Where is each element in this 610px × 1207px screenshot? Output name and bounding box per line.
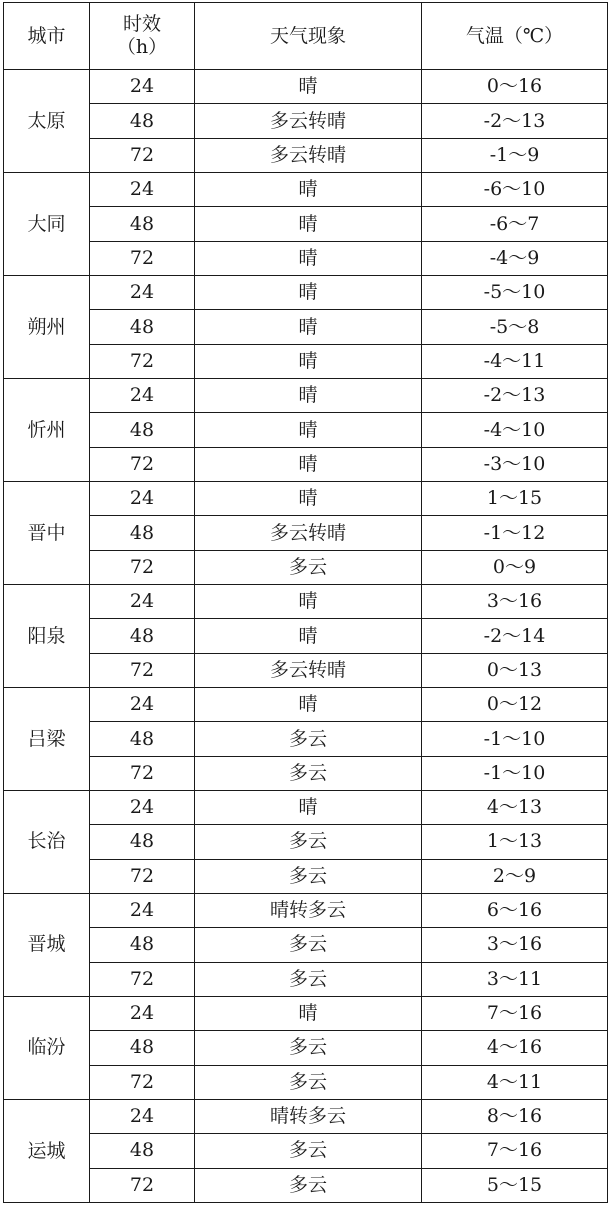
hours-cell: 24 [90, 378, 195, 412]
weather-cell: 多云 [195, 550, 422, 584]
weather-cell: 多云转晴 [195, 138, 422, 172]
table-row [4, 104, 608, 138]
table-row [4, 1031, 608, 1065]
weather-cell: 多云 [195, 1031, 422, 1065]
hours-cell: 72 [90, 138, 195, 172]
weather-cell: 多云 [195, 1168, 422, 1203]
hours-cell: 48 [90, 825, 195, 859]
hours-cell: 24 [90, 1099, 195, 1133]
hours-cell: 72 [90, 550, 195, 584]
header-hours-line1: 时效 [122, 13, 161, 36]
table-row [4, 310, 608, 344]
table-row [4, 1168, 608, 1203]
weather-cell: 多云 [195, 825, 422, 859]
weather-cell: 晴 [195, 207, 422, 241]
temperature-cell: 8～16 [422, 1099, 608, 1133]
table-row [4, 172, 608, 206]
city-cell: 大同 [4, 172, 90, 275]
hours-cell: 48 [90, 207, 195, 241]
hours-cell: 24 [90, 275, 195, 309]
temperature-cell: 0～12 [422, 687, 608, 721]
table-header [4, 3, 608, 70]
temperature-cell: 0～9 [422, 550, 608, 584]
weather-cell: 晴转多云 [195, 893, 422, 927]
temperature-cell: 0～13 [422, 653, 608, 687]
temperature-cell: -5～8 [422, 310, 608, 344]
table-row [4, 207, 608, 241]
weather-cell: 晴 [195, 275, 422, 309]
weather-cell: 多云 [195, 722, 422, 756]
table-row [4, 619, 608, 653]
header-city: 城市 [4, 3, 90, 70]
weather-cell: 多云 [195, 962, 422, 996]
temperature-cell: -2～14 [422, 619, 608, 653]
hours-cell: 24 [90, 893, 195, 927]
temperature-cell: 3～16 [422, 928, 608, 962]
temperature-cell: 3～16 [422, 584, 608, 618]
weather-cell: 晴 [195, 996, 422, 1030]
city-cell: 太原 [4, 70, 90, 173]
temperature-cell: -1～9 [422, 138, 608, 172]
weather-cell: 多云 [195, 928, 422, 962]
hours-cell: 24 [90, 172, 195, 206]
city-cell: 晋中 [4, 481, 90, 584]
hours-cell: 48 [90, 104, 195, 138]
hours-cell: 48 [90, 413, 195, 447]
table-row [4, 138, 608, 172]
table-row [4, 962, 608, 996]
weather-cell: 晴 [195, 790, 422, 824]
table-row [4, 653, 608, 687]
weather-cell: 多云转晴 [195, 104, 422, 138]
weather-cell: 晴 [195, 447, 422, 481]
temperature-cell: -2～13 [422, 104, 608, 138]
hours-cell: 72 [90, 653, 195, 687]
temperature-cell: 7～16 [422, 1134, 608, 1168]
hours-cell: 24 [90, 584, 195, 618]
hours-cell: 24 [90, 70, 195, 104]
hours-cell: 72 [90, 241, 195, 275]
table-row [4, 1134, 608, 1168]
table-row [4, 996, 608, 1030]
temperature-cell: -2～13 [422, 378, 608, 412]
hours-cell: 48 [90, 722, 195, 756]
city-cell: 运城 [4, 1099, 90, 1202]
table-row [4, 1099, 608, 1133]
header-temperature: 气温（℃） [422, 3, 608, 70]
table-row [4, 790, 608, 824]
weather-cell: 多云 [195, 756, 422, 790]
header-hours [90, 3, 195, 70]
table-row [4, 413, 608, 447]
table-row [4, 344, 608, 378]
weather-cell: 晴 [195, 481, 422, 515]
temperature-cell: 4～11 [422, 1065, 608, 1099]
weather-cell: 晴 [195, 584, 422, 618]
city-cell: 晋城 [4, 893, 90, 996]
header-hours-line2: （h） [116, 36, 168, 58]
forecast-table [3, 2, 608, 1203]
hours-cell: 48 [90, 619, 195, 653]
temperature-cell: -6～7 [422, 207, 608, 241]
temperature-cell: 3～11 [422, 962, 608, 996]
table-row [4, 241, 608, 275]
hours-cell: 24 [90, 996, 195, 1030]
hours-cell: 48 [90, 516, 195, 550]
table-row [4, 928, 608, 962]
hours-cell: 24 [90, 687, 195, 721]
weather-cell: 晴 [195, 70, 422, 104]
table-body [4, 70, 608, 1203]
hours-cell: 48 [90, 1134, 195, 1168]
city-cell: 阳泉 [4, 584, 90, 687]
table-row [4, 378, 608, 412]
hours-cell: 24 [90, 481, 195, 515]
city-cell: 长治 [4, 790, 90, 893]
temperature-cell: -6～10 [422, 172, 608, 206]
weather-cell: 晴 [195, 619, 422, 653]
temperature-cell: -1～10 [422, 722, 608, 756]
temperature-cell: 0～16 [422, 70, 608, 104]
hours-cell: 72 [90, 1065, 195, 1099]
weather-cell: 晴 [195, 344, 422, 378]
weather-cell: 晴转多云 [195, 1099, 422, 1133]
weather-cell: 多云 [195, 1065, 422, 1099]
city-cell: 忻州 [4, 378, 90, 481]
temperature-cell: -4～9 [422, 241, 608, 275]
weather-cell: 晴 [195, 378, 422, 412]
table-row [4, 893, 608, 927]
temperature-cell: 1～15 [422, 481, 608, 515]
weather-cell: 多云 [195, 859, 422, 893]
hours-cell: 24 [90, 790, 195, 824]
table-row [4, 584, 608, 618]
table-row [4, 687, 608, 721]
city-cell: 临汾 [4, 996, 90, 1099]
hours-cell: 72 [90, 962, 195, 996]
table-row [4, 550, 608, 584]
header-row [4, 3, 608, 70]
weather-cell: 多云 [195, 1134, 422, 1168]
weather-cell: 晴 [195, 687, 422, 721]
table-row [4, 859, 608, 893]
temperature-cell: 4～13 [422, 790, 608, 824]
weather-cell: 多云转晴 [195, 653, 422, 687]
weather-cell: 晴 [195, 413, 422, 447]
weather-cell: 多云转晴 [195, 516, 422, 550]
table-row [4, 825, 608, 859]
table-row [4, 275, 608, 309]
temperature-cell: -1～12 [422, 516, 608, 550]
temperature-cell: 4～16 [422, 1031, 608, 1065]
header-weather: 天气现象 [195, 3, 422, 70]
hours-cell: 72 [90, 1168, 195, 1203]
city-cell: 朔州 [4, 275, 90, 378]
weather-cell: 晴 [195, 310, 422, 344]
temperature-cell: 1～13 [422, 825, 608, 859]
hours-cell: 72 [90, 447, 195, 481]
table-row [4, 722, 608, 756]
city-cell: 吕梁 [4, 687, 90, 790]
temperature-cell: 6～16 [422, 893, 608, 927]
temperature-cell: -5～10 [422, 275, 608, 309]
temperature-cell: -1～10 [422, 756, 608, 790]
temperature-cell: -4～10 [422, 413, 608, 447]
temperature-cell: 2～9 [422, 859, 608, 893]
table-row [4, 447, 608, 481]
hours-cell: 48 [90, 928, 195, 962]
table-row [4, 756, 608, 790]
table-row [4, 516, 608, 550]
hours-cell: 72 [90, 344, 195, 378]
hours-cell: 48 [90, 310, 195, 344]
hours-cell: 72 [90, 859, 195, 893]
weather-cell: 晴 [195, 241, 422, 275]
weather-cell: 晴 [195, 172, 422, 206]
temperature-cell: 5～15 [422, 1168, 608, 1203]
temperature-cell: 7～16 [422, 996, 608, 1030]
table-row [4, 1065, 608, 1099]
hours-cell: 48 [90, 1031, 195, 1065]
table-row [4, 481, 608, 515]
hours-cell: 72 [90, 756, 195, 790]
table-row [4, 70, 608, 104]
temperature-cell: -4～11 [422, 344, 608, 378]
temperature-cell: -3～10 [422, 447, 608, 481]
